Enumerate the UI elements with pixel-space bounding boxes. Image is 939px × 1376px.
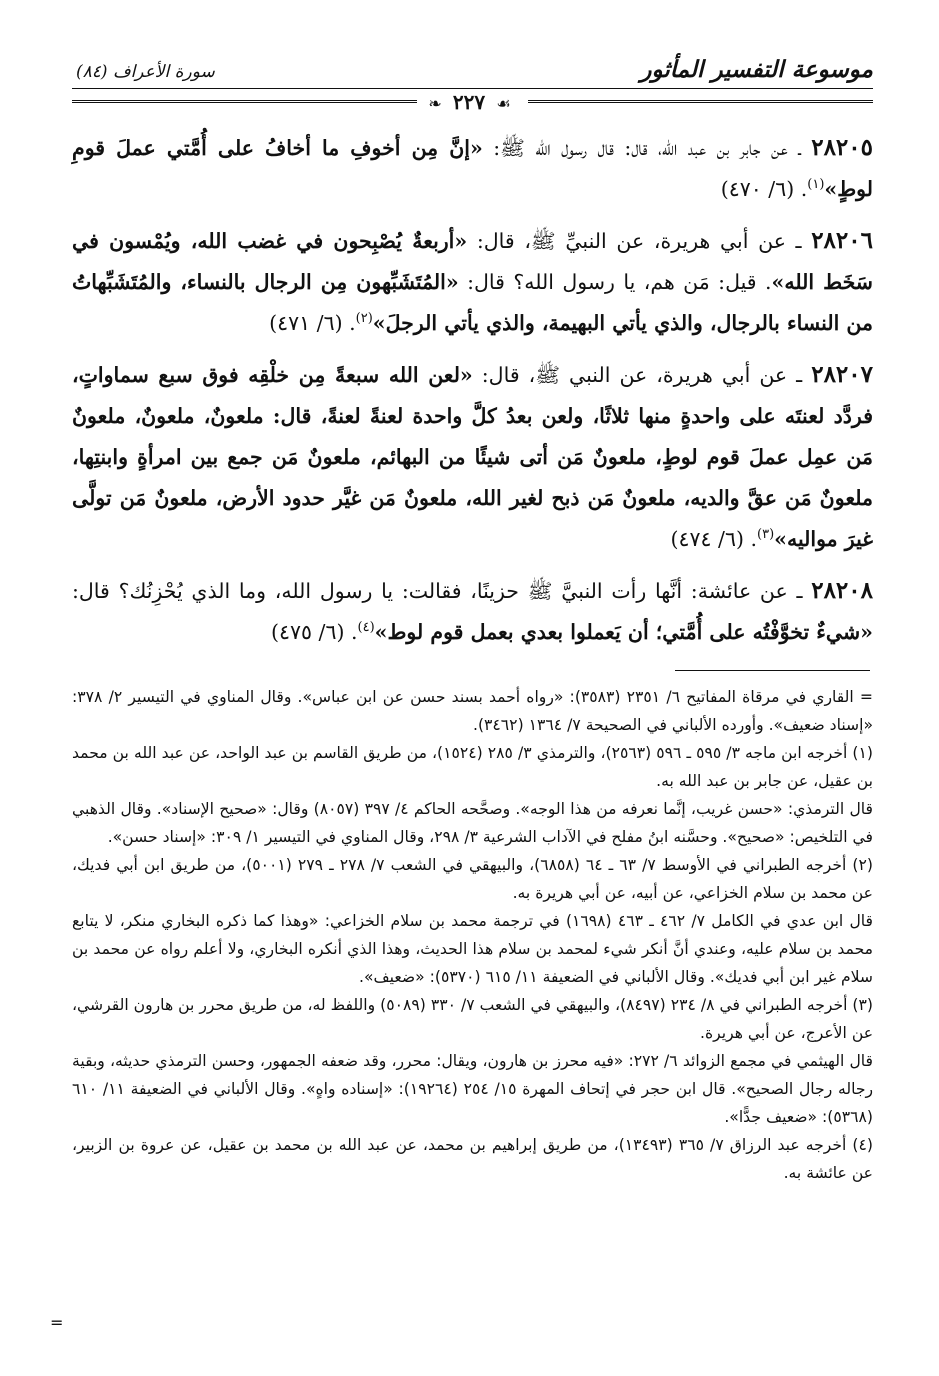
- page-number-block: [0, 90, 939, 114]
- footnote-marker: (٢): [355, 311, 373, 327]
- hadith-number: ٢٨٢٠٧: [811, 361, 873, 388]
- hadith-punct: .: [342, 311, 356, 335]
- footnote-marker: (٤): [357, 620, 375, 636]
- volume-reference: (٦/ ٤٧٠): [720, 177, 795, 201]
- book-title: موسوعة التفسير المأثور: [640, 56, 873, 83]
- hadith-punct: .: [794, 177, 808, 201]
- main-text: [72, 127, 873, 663]
- hadith-punct: .: [743, 527, 757, 551]
- hadith-middle: . قيل: مَن هم، يا رسول الله؟ قال:: [458, 270, 772, 294]
- hadith-punct: .: [344, 620, 358, 644]
- hadith-intro: ـ عن أبي هريرة، عن النبيِّ ﷺ، قال:: [467, 229, 812, 253]
- hadith-entry: [72, 127, 873, 210]
- surah-name: سورة الأعراف (٨٤): [76, 62, 215, 82]
- footnote-marker: (٣): [757, 527, 775, 543]
- volume-reference: (٦/ ٤٧٤): [670, 527, 744, 551]
- footnote: (٢) أخرجه الطبراني في الأوسط ٧/ ٦٣ ـ ٦٤ (٦٨٥٨)، والبيهقي في الشعب ٧/ ٢٧٨ ـ ٢٧٩ (٥٠٠١)، من طريق ابن أبي فديك، عن محمد بن سلام الخزاعي، عن أبيه، عن أبي هريرة به.: [72, 856, 873, 902]
- ornament-icon: ❧: [428, 94, 442, 113]
- volume-reference: (٦/ ٤٧٥): [270, 620, 345, 644]
- hadith-quote: «لعن الله سبعةً مِن خلْقِه فوق سبع سماواتٍ، فردَّد لعنتَه على واحدةٍ منها ثلاثًا، ولعن بعدُ كلَّ واحدة لعنةً لعنةً، قال: ملعونٌ، ملعونٌ، ملعونٌ مَن عمِل عملَ قوم لوطٍ، ملعونٌ مَن أتى شيئًا من البهائم، ملعونٌ مَن جمع بين امرأةٍ وابنتِها، ملعونٌ مَن عقَّ والديه، ملعونٌ مَن ذبح لغير الله، ملعونٌ مَن غيَّر حدود الأرض، ملعونٌ مَن تولَّى غيرَ مواليه»: [72, 363, 873, 551]
- footnote: (٣) أخرجه الطبراني في ٨/ ٢٣٤ (٨٤٩٧)، والبيهقي في الشعب ٧/ ٣٣٠ (٥٠٨٩) واللفظ له، من طريق محرر بن هارون القرشي، عن الأعرج، عن أبي هريرة.: [72, 996, 874, 1042]
- hadith-entry: [72, 570, 873, 653]
- hadith-entry: [72, 220, 873, 344]
- page-number: ٢٢٧: [452, 90, 486, 114]
- hadith-quote: «أربعةٌ يُصْبِحون في غضب الله، ويُمْسون في سَخَط الله»: [72, 229, 873, 294]
- hadith-intro: ـ عن جابر بن عبد الله، قال: قال رسول الله ﷺ:: [482, 136, 812, 160]
- ornament-icon: ☙: [496, 94, 511, 113]
- footnote-separator: [675, 670, 870, 671]
- footnote: (١) أخرجه ابن ماجه ٣/ ٥٩٥ ـ ٥٩٦ (٢٥٦٣)، والترمذي ٣/ ٢٨٥ (١٥٢٤)، من طريق القاسم بن عبد الواحد، عن عبد الله بن محمد بن عقيل، عن جابر بن عبد الله به.: [72, 744, 874, 790]
- footnote: = القاري في مرقاة المفاتيح ٦/ ٢٣٥١ (٣٥٨٣): «رواه أحمد بسند حسن عن ابن عباس». وقال المناوي في التيسير ٢/ ٣٧٨: «إسناد ضعيف». وأورده الألباني في الصحيحة ٧/ ١٣٦٤ (٣٤٦٢).: [72, 688, 873, 734]
- hadith-quote: «إنَّ مِن أخوفِ ما أخافُ على أُمَّتي عملَ قومِ لوطٍ»: [72, 136, 873, 201]
- hadith-entry: [72, 354, 873, 560]
- volume-reference: (٦/ ٤٧١): [269, 311, 343, 335]
- hadith-intro: ـ عن عائشة: أنَّها رأت النبيَّ ﷺ حزينًا، فقالت: يا رسول الله، وما الذي يُحْزِنُك؟ قال:: [72, 579, 812, 603]
- hadith-number: ٢٨٢٠٥: [811, 134, 873, 161]
- hadith-number: ٢٨٢٠٨: [811, 577, 873, 604]
- hadith-quote: «المُتَشَبِّهون مِن الرجال بالنساء، والمُتَشَبِّهاتُ من النساء بالرجال، والذي يأتي البهيمة، والذي يأتي الرجلَ»: [72, 270, 873, 335]
- footnote: قال الترمذي: «حسن غريب، إنَّما نعرفه من هذا الوجه». وصحَّحه الحاكم ٤/ ٣٩٧ (٨٠٥٧) وقال: «صحيح الإسناد». وقال الذهبي في التلخيص: «صحيح». وحسَّنه ابنُ مفلح في الآداب الشرعية ٣/ ٢٩٨، وقال المناوي في التيسير ١/ ٣٠٩: «إسناد حسن».: [72, 800, 874, 846]
- hadith-quote: «شيءٌ تخوَّفْتُه على أُمَّتي؛ أن يَعملوا بعدي بعمل قوم لوط»: [374, 620, 873, 644]
- footnote: قال ابن عدي في الكامل ٧/ ٤٦٢ ـ ٤٦٣ (١٦٩٨) في ترجمة محمد بن سلام الخزاعي: «وهذا كما ذكره البخاري منكر، لا يتابع محمد بن سلام عليه، وعندي أنَّ أنكر شيء لمحمد بن سلام هذا الحديث، وهذا الذي أنكره البخاري، ولا أعلم رواه عن محمد بن سلام غير ابن أبي فديك». وقال الألباني في الضعيفة ١١/ ٦١٥ (٥٣٧٠): «ضعيف».: [72, 912, 873, 986]
- footnotes: [72, 683, 873, 1187]
- hadith-intro: ـ عن أبي هريرة، عن النبي ﷺ، قال:: [472, 363, 812, 387]
- hadith-number: ٢٨٢٠٦: [811, 227, 873, 254]
- continuation-mark: =: [50, 1313, 64, 1332]
- header-rule-top: [72, 88, 873, 89]
- footnote: (٤) أخرجه عبد الرزاق ٧/ ٣٦٥ (١٣٤٩٣)، من طريق إبراهيم بن محمد، عن عبد الله بن محمد بن عقيل، عن عروة بن الزبير، عن عائشة به.: [72, 1136, 873, 1182]
- footnote-marker: (١): [807, 177, 825, 193]
- footnote: قال الهيثمي في مجمع الزوائد ٦/ ٢٧٢: «فيه محرز بن هارون، ويقال: محرر، وقد ضعفه الجمهور، وحسن الترمذي حديثه، وبقية رجاله رجال الصحيح». قال ابن حجر في إتحاف المهرة ١٥/ ٢٥٤ (١٩٢٦٤): «إسناده واهٍ». وقال الألباني في الضعيفة ١١/ ٦١٠ (٥٣٦٨): «ضعيف جدًّا».: [72, 1052, 873, 1126]
